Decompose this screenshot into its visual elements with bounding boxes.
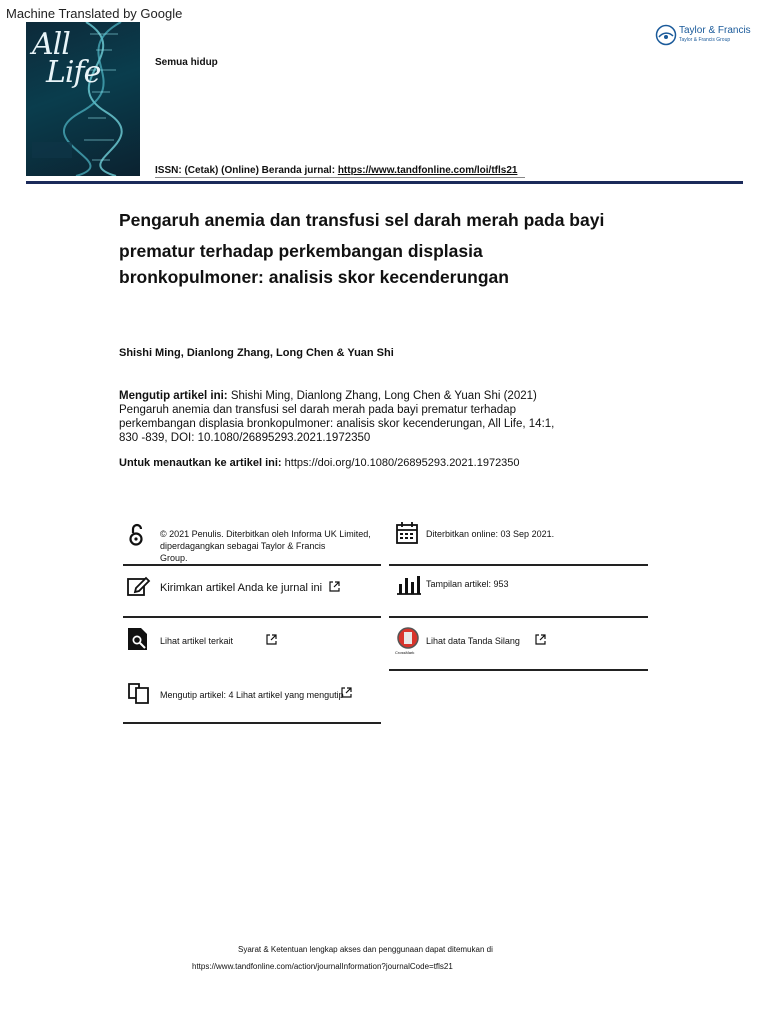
search-document-icon[interactable] (126, 626, 152, 652)
tf-globe-icon (655, 24, 677, 46)
citation-block (119, 389, 599, 445)
article-authors: Shishi Ming, Dianlong Zhang, Long Chen & Yuan Shi (119, 347, 394, 359)
title-line: prematur terhadap perkembangan displasia (119, 241, 483, 261)
license-text (160, 528, 390, 564)
external-link-icon[interactable] (266, 634, 277, 645)
cite-line: perkembangan displasia bronkopulmoner: analisis skor kecenderungan, All Life, 14:1, (119, 418, 555, 430)
cite-line: Shishi Ming, Dianlong Zhang, Long Chen & Yuan Shi (2021) (227, 390, 537, 402)
cell-divider (123, 616, 381, 618)
cover-title-line2: Life (46, 55, 101, 90)
cite-line: Pengaruh anemia dan transfusi sel darah merah pada bayi prematur terhadap (119, 404, 516, 416)
license-line: diperdagangkan sebagai Taylor & Francis (160, 541, 326, 551)
cell-divider (123, 722, 381, 724)
footer-terms: Syarat & Ketentuan lengkap akses dan penggunaan dapat ditemukan di (238, 945, 493, 954)
external-link-icon (329, 581, 340, 592)
taylor-francis-logo[interactable] (655, 22, 755, 48)
journal-cover-image (26, 22, 140, 176)
published-date: Diterbitkan online: 03 Sep 2021. (426, 529, 555, 539)
title-line: bronkopulmoner: analisis skor kecenderungan (119, 267, 509, 287)
cite-label: Mengutip artikel ini: (119, 390, 228, 402)
link-label: Untuk menautkan ke artikel ini: (119, 457, 282, 469)
submit-label: Kirimkan artikel Anda ke jurnal ini (160, 582, 323, 594)
open-access-icon (124, 522, 150, 548)
title-line: Pengaruh anemia dan transfusi sel darah merah pada bayi (119, 210, 605, 230)
external-link-icon[interactable] (341, 687, 352, 698)
submit-article-link[interactable] (160, 581, 340, 594)
edit-icon[interactable] (126, 573, 152, 599)
crossmark-label: CrossMark (395, 650, 415, 655)
publisher-name: Taylor & Francis (679, 25, 751, 36)
doi-link[interactable]: https://doi.org/10.1080/26895293.2021.1972350 (281, 457, 520, 469)
footer-terms-link[interactable]: https://www.tandfonline.com/action/journalInformation?journalCode=tfls21 (192, 962, 453, 971)
article-views: Tampilan artikel: 953 (426, 579, 509, 589)
journal-homepage-link[interactable]: https://www.tandfonline.com/loi/tfls21 (337, 165, 518, 176)
issn-line (155, 165, 517, 176)
citing-articles-link[interactable]: Mengutip artikel: 4 Lihat artikel yang mengutip (160, 690, 344, 700)
license-line: Group. (160, 553, 188, 563)
machine-translated-banner: Machine Translated by Google (6, 6, 183, 21)
copy-icon[interactable] (126, 679, 152, 705)
cover-title-line1: All (32, 27, 70, 62)
cite-line: 830 -839, DOI: 10.1080/26895293.2021.1972350 (119, 432, 371, 444)
related-articles-link[interactable]: Lihat artikel terkait (160, 636, 234, 646)
journal-name: Semua hidup (155, 57, 218, 68)
calendar-icon (394, 520, 420, 546)
issn-underline (155, 177, 525, 178)
license-line: © 2021 Penulis. Diterbitkan oleh Informa UK Limited, (160, 529, 371, 539)
issn-text: ISSN: (Cetak) (Online) Beranda jurnal: (155, 165, 338, 176)
external-link-icon[interactable] (535, 634, 546, 645)
cell-divider (123, 564, 381, 566)
cell-divider (389, 564, 648, 566)
article-link-line (119, 457, 520, 469)
publisher-group: Taylor & Francis Group (679, 37, 731, 43)
cell-divider (389, 669, 648, 671)
header-rule (26, 181, 743, 184)
cell-divider (389, 616, 648, 618)
crossmark-link[interactable]: Lihat data Tanda Silang (426, 636, 520, 646)
bar-chart-icon (396, 572, 422, 598)
article-title (119, 205, 639, 293)
